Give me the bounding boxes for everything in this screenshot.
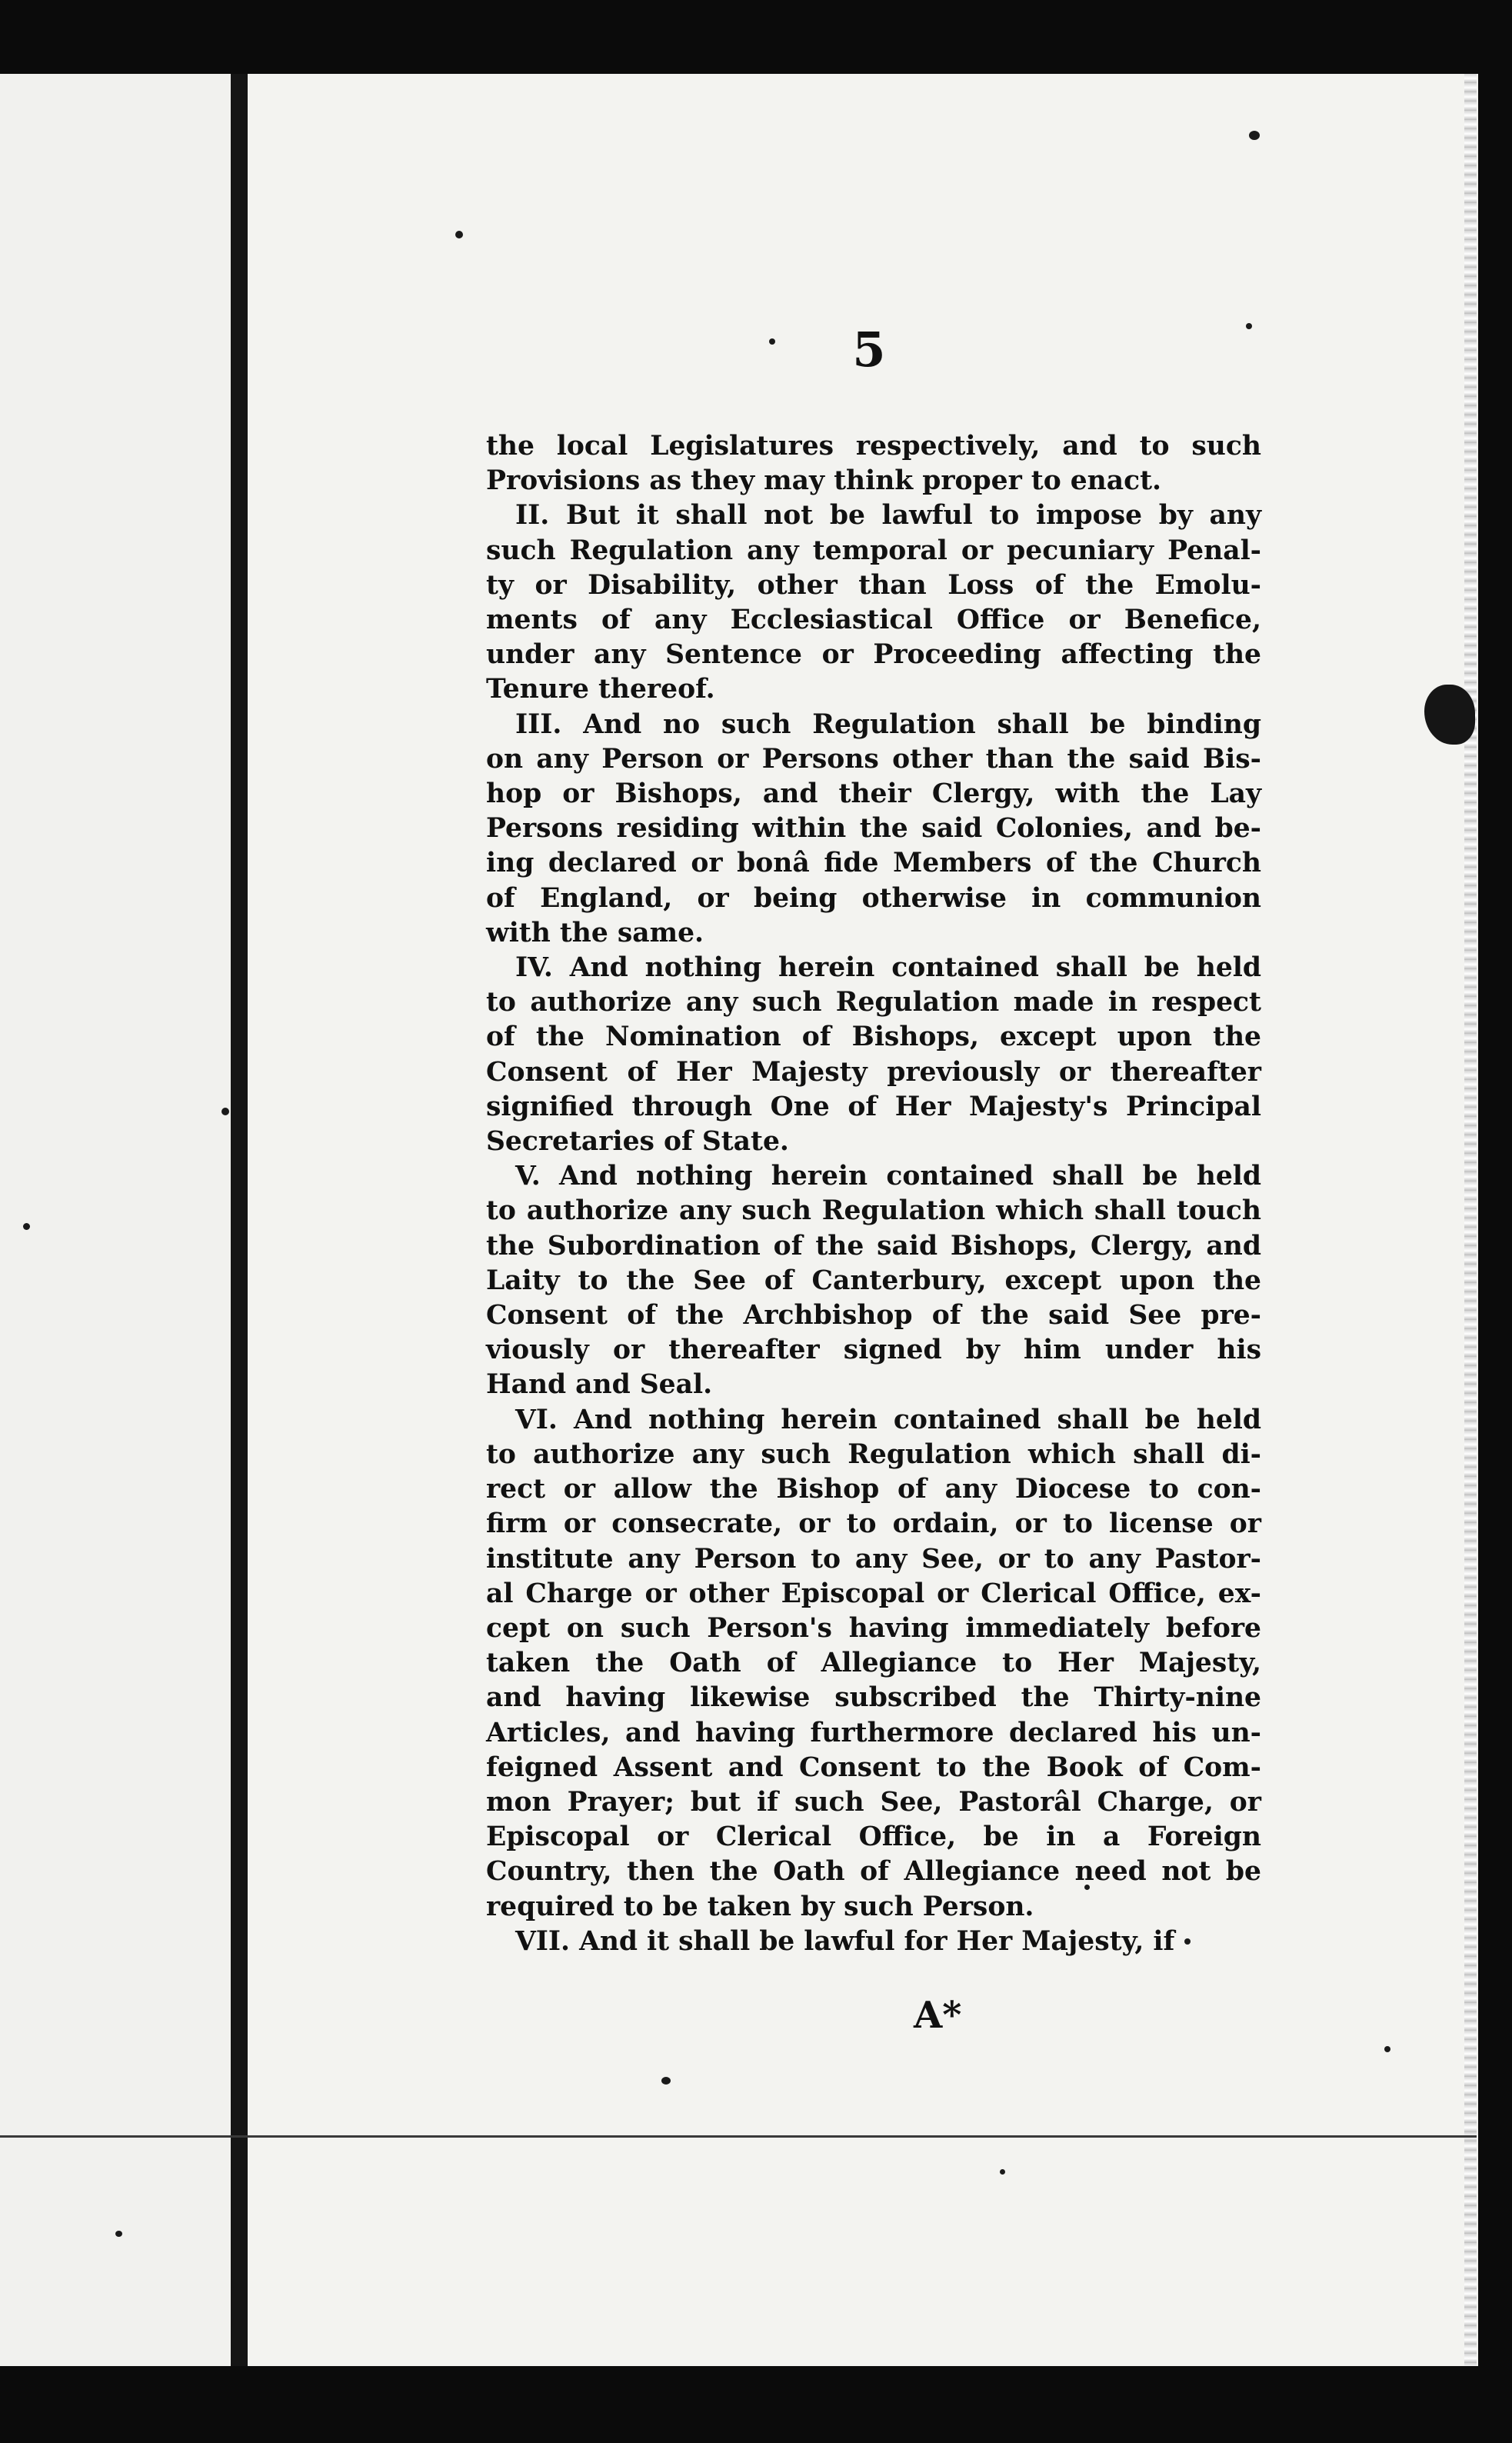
paragraph-section-ii	[486, 498, 1261, 707]
page-edge	[1464, 74, 1477, 2366]
text-line: Persons residing within the said Colonies, and be-	[486, 813, 1261, 845]
text-line: of England, or being otherwise in communion	[486, 882, 1261, 914]
speck	[769, 338, 775, 345]
text-line: III. And no such Regulation shall be binding	[515, 708, 1261, 740]
text-line: institute any Person to any See, or to any Pastor-	[486, 1543, 1261, 1575]
text-line: ing declared or bonâ fide Members of the Church	[486, 848, 1261, 879]
signature-mark: A*	[914, 1994, 962, 2037]
speck	[221, 1108, 229, 1115]
text-line: mon Prayer; but if such See, Pastorâl Charge, or	[486, 1786, 1261, 1818]
speck	[115, 2231, 122, 2237]
body-text	[486, 429, 1261, 1959]
text-line: Articles, and having furthermore declared his un-	[486, 1717, 1261, 1748]
text-line: the local Legislatures respectively, and to such	[486, 431, 1261, 462]
text-line: VII. And it shall be lawful for Her Majesty, if	[515, 1925, 1175, 1957]
speck	[455, 231, 463, 238]
text-line: VI. And nothing herein contained shall be held	[515, 1404, 1261, 1435]
text-line: firm or consecrate, or to ordain, or to license or	[486, 1508, 1261, 1540]
speck	[1249, 131, 1260, 140]
text-line: such Regulation any temporal or pecuniary Penal-	[486, 535, 1261, 566]
paragraph-section-iii	[486, 708, 1261, 951]
text-line: signified through One of Her Majesty's Principal	[486, 1091, 1261, 1122]
text-line: feigned Assent and Consent to the Book of Com-	[486, 1751, 1261, 1783]
paragraph-section-vii	[486, 1925, 1261, 1959]
speck	[1384, 2046, 1390, 2052]
speck	[1000, 2169, 1005, 2175]
text-line: Consent of Her Majesty previously or thereafter	[486, 1056, 1261, 1088]
text-line: to authorize any such Regulation which shall touch	[486, 1195, 1261, 1227]
text-line: Tenure thereof.	[486, 674, 715, 705]
text-line: IV. And nothing herein contained shall be held	[515, 952, 1261, 984]
text-line: taken the Oath of Allegiance to Her Majesty,	[486, 1648, 1261, 1679]
text-line: with the same.	[486, 917, 704, 948]
text-line: hop or Bishops, and their Clergy, with the Lay	[486, 778, 1261, 810]
paragraph-section-vi	[486, 1403, 1261, 1925]
text-line: ty or Disability, other than Loss of the Emolu-	[486, 569, 1261, 601]
text-line: al Charge or other Episcopal or Clerical Office, ex-	[486, 1578, 1261, 1609]
text-line: and having likewise subscribed the Thirty-nine	[486, 1682, 1261, 1714]
book-gutter	[231, 74, 248, 2366]
fold-line	[0, 2135, 1477, 2138]
text-line: Laity to the See of Canterbury, except upon the	[486, 1265, 1261, 1296]
page-number: 5	[852, 322, 886, 378]
text-line: on any Person or Persons other than the said Bis-	[486, 743, 1261, 775]
text-line: Consent of the Archbishop of the said See pre-	[486, 1300, 1261, 1331]
speck	[23, 1223, 30, 1230]
speck	[661, 2077, 671, 2085]
text-line: cept on such Person's having immediately before	[486, 1612, 1261, 1644]
text-line: ments of any Ecclesiastical Office or Benefice,	[486, 605, 1261, 636]
text-line: to authorize any such Regulation made in respect	[486, 987, 1261, 1018]
text-line: Country, then the Oath of Allegiance need not be	[486, 1856, 1261, 1888]
text-line: Episcopal or Clerical Office, be in a Foreign	[486, 1821, 1261, 1853]
text-line: Provisions as they may think proper to enact.	[486, 465, 1162, 497]
text-line: V. And nothing herein contained shall be held	[515, 1161, 1261, 1192]
text-line: Secretaries of State.	[486, 1126, 789, 1158]
speck	[1246, 323, 1252, 329]
text-line: the Subordination of the said Bishops, Clergy, and	[486, 1230, 1261, 1261]
text-line: to authorize any such Regulation which shall di-	[486, 1438, 1261, 1470]
paragraph-section-iv	[486, 951, 1261, 1159]
paragraph-continuation	[486, 429, 1261, 498]
text-line: rect or allow the Bishop of any Diocese to con-	[486, 1474, 1261, 1505]
text-line: required to be taken by such Person.	[486, 1891, 1034, 1922]
text-line: of the Nomination of Bishops, except upon the	[486, 1022, 1261, 1053]
paragraph-section-v	[486, 1159, 1261, 1402]
text-line: Hand and Seal.	[486, 1369, 713, 1401]
text-line: under any Sentence or Proceeding affecting the	[486, 639, 1261, 671]
text-line: II. But it shall not be lawful to impose by any	[515, 500, 1261, 532]
left-page-fragment	[0, 74, 231, 2366]
text-line: viously or thereafter signed by him under his	[486, 1335, 1261, 1366]
